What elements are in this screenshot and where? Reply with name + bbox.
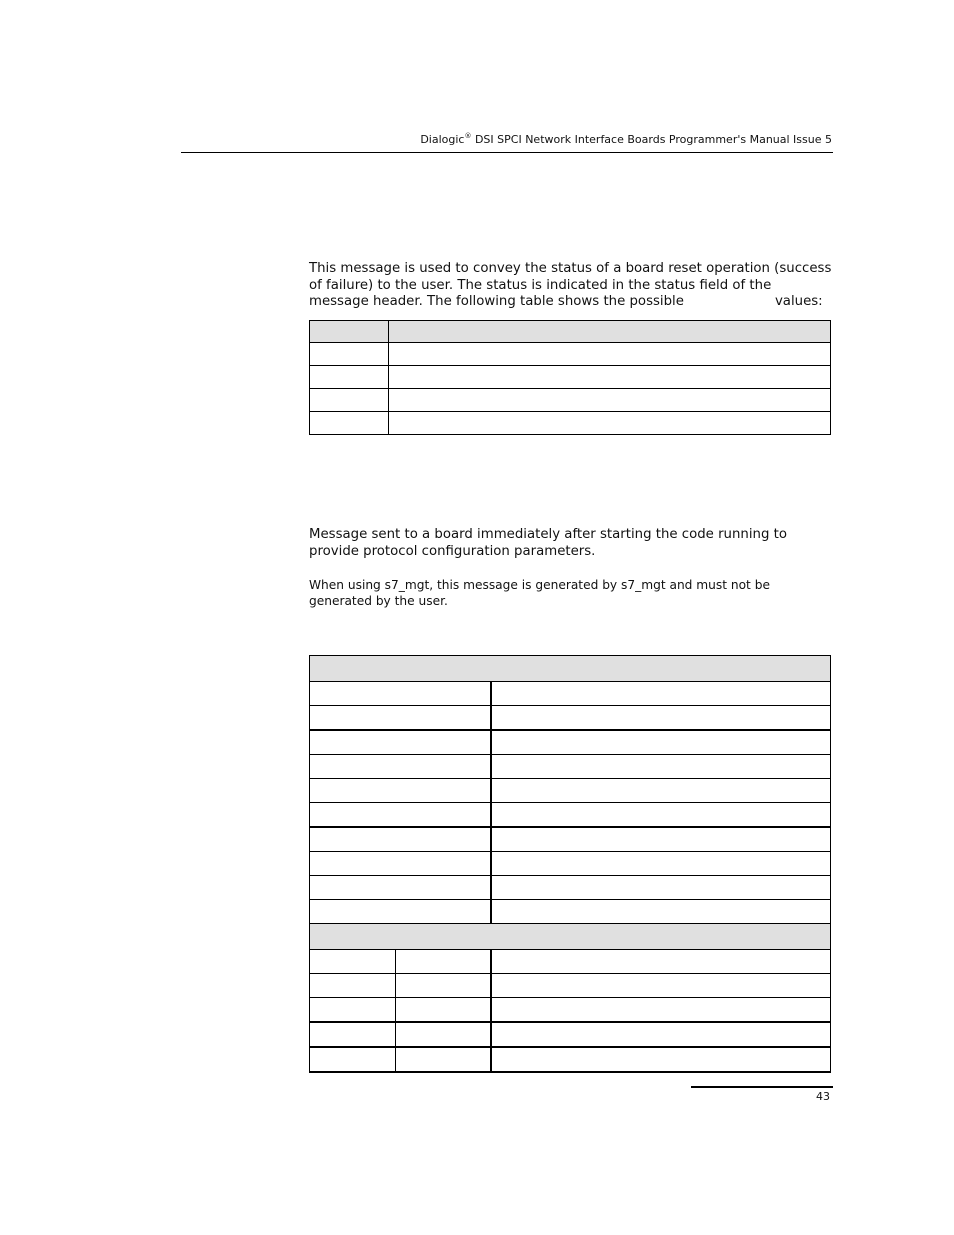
- header-rule: [181, 152, 833, 153]
- table-cell: [310, 779, 491, 803]
- status-paragraph: [309, 261, 839, 311]
- config-paragraph: [309, 527, 839, 560]
- table-cell: [310, 389, 389, 412]
- table-header-cell: [310, 656, 831, 682]
- usage-note-line-2: generated by the user.: [309, 594, 448, 608]
- table-row: [310, 900, 831, 924]
- registered-mark: ®: [464, 132, 472, 140]
- table-row: [310, 779, 831, 803]
- table-row: [310, 389, 831, 412]
- table-cell: [491, 803, 831, 828]
- usage-note: [309, 577, 839, 609]
- status-paragraph-line-1: This message is used to convey the status of a board reset operation (success: [309, 261, 832, 276]
- table-row: [310, 998, 831, 1023]
- table-row: [310, 803, 831, 828]
- page-number: 43: [816, 1090, 830, 1103]
- table-cell: [491, 730, 831, 755]
- table-row: [310, 706, 831, 731]
- table-cell: [310, 730, 491, 755]
- table-cell: [396, 974, 491, 998]
- table-cell: [491, 974, 831, 998]
- table-cell: [491, 1047, 831, 1072]
- table-cell: [491, 682, 831, 706]
- status-paragraph-line-3a: message header. The following table shows the possible: [309, 294, 684, 309]
- table-cell: [310, 876, 491, 900]
- config-paragraph-line-2: provide protocol configuration parameters.: [309, 543, 596, 559]
- table-cell: [310, 827, 491, 852]
- table-cell: [310, 682, 491, 706]
- table-cell: [389, 389, 831, 412]
- table-header-row: [310, 321, 831, 343]
- table-cell: [389, 366, 831, 389]
- table-cell: [310, 343, 389, 366]
- table-cell: [491, 706, 831, 731]
- table-cell: [491, 1022, 831, 1047]
- table-cell: [396, 1047, 491, 1072]
- table-row: [310, 366, 831, 389]
- table-section-header: [310, 656, 831, 682]
- table-cell: [310, 803, 491, 828]
- footer-rule: [691, 1086, 833, 1088]
- table-row: [310, 1022, 831, 1047]
- table-cell: [310, 366, 389, 389]
- table-row: [310, 343, 831, 366]
- table-row: [310, 852, 831, 876]
- table-cell: [491, 900, 831, 924]
- table-cell: [310, 852, 491, 876]
- running-header: [420, 132, 832, 146]
- table-row: [310, 827, 831, 852]
- table-row: [310, 682, 831, 706]
- table-row: [310, 412, 831, 435]
- table-header-cell: [389, 321, 831, 343]
- table-cell: [491, 950, 831, 974]
- table-cell: [396, 998, 491, 1023]
- message-format-table: [309, 655, 831, 1073]
- usage-note-line-1: When using s7_mgt, this message is generated by s7_mgt and must not be: [309, 578, 770, 592]
- table-cell: [310, 900, 491, 924]
- table-cell: [491, 998, 831, 1023]
- table-cell: [389, 343, 831, 366]
- table-row: [310, 1047, 831, 1072]
- table-cell: [310, 412, 389, 435]
- config-paragraph-line-1: Message sent to a board immediately after starting the code running to: [309, 527, 787, 542]
- table-cell: [389, 412, 831, 435]
- table-cell: [491, 827, 831, 852]
- table-cell: [491, 755, 831, 779]
- status-paragraph-line-2: of failure) to the user. The status is indicated in the status field of the: [309, 277, 772, 293]
- table-cell: [396, 1022, 491, 1047]
- table-cell: [491, 779, 831, 803]
- table-cell: [491, 876, 831, 900]
- table-row: [310, 950, 831, 974]
- table-cell: [310, 974, 396, 998]
- table-cell: [491, 852, 831, 876]
- table-cell: [310, 998, 396, 1023]
- table-cell: [310, 706, 491, 731]
- table-header-cell: [310, 321, 389, 343]
- status-paragraph-line-3: [309, 294, 839, 311]
- status-values-table: [309, 320, 831, 435]
- table-row: [310, 755, 831, 779]
- table-header-cell: [310, 924, 831, 950]
- table-cell: [396, 950, 491, 974]
- table-section-header: [310, 924, 831, 950]
- header-title: DSI SPCI Network Interface Boards Programmer's Manual Issue 5: [471, 133, 832, 146]
- table-row: [310, 974, 831, 998]
- table-row: [310, 730, 831, 755]
- table-cell: [310, 1047, 396, 1072]
- header-brand: Dialogic: [420, 133, 465, 146]
- table-cell: [310, 1022, 396, 1047]
- table-row: [310, 876, 831, 900]
- table-cell: [310, 755, 491, 779]
- status-paragraph-line-3b: values:: [774, 294, 823, 309]
- table-cell: [310, 950, 396, 974]
